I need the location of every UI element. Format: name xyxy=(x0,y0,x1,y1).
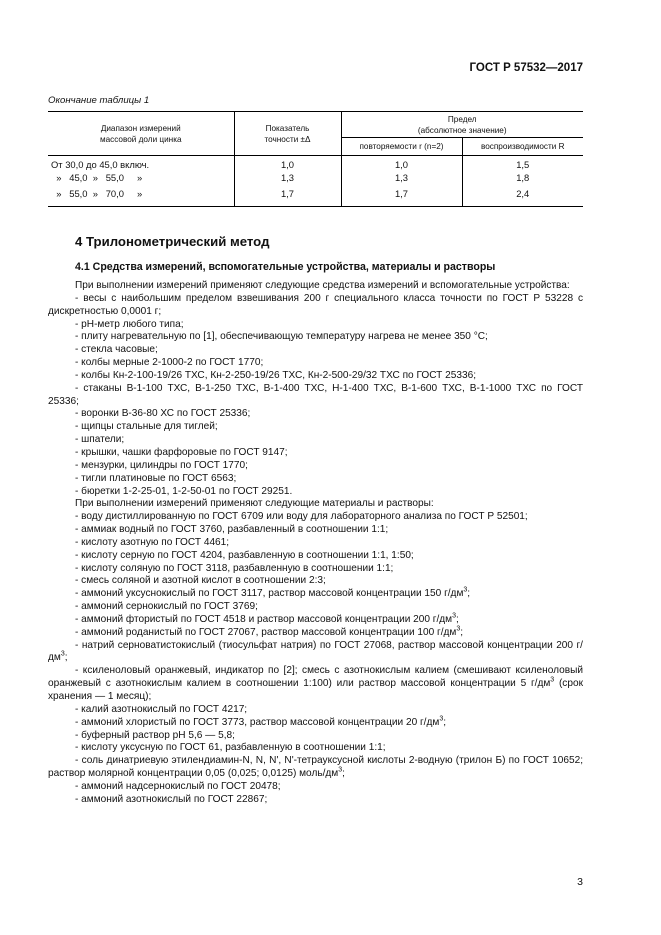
row-reproducibility: 2,4 xyxy=(462,184,583,206)
superscript: 3 xyxy=(338,766,343,774)
header-reproducibility-label: воспроизводимости R xyxy=(480,142,565,151)
header-range-cell xyxy=(48,112,234,156)
section-title: 4 Трилонометрический метод xyxy=(75,234,270,249)
list-item: - щипцы стальные для тиглей; xyxy=(75,421,218,433)
list-item xyxy=(48,665,583,704)
list-item xyxy=(48,588,583,601)
row-reproducibility: 1,8 xyxy=(462,172,583,185)
row-range: От 30,0 до 45,0 включ. xyxy=(51,159,150,170)
list-item-tail: ; xyxy=(460,626,464,638)
table-header-row-1 xyxy=(48,112,583,138)
header-accuracy-cell xyxy=(234,112,341,156)
row-accuracy: 1,3 xyxy=(234,172,341,185)
table-row xyxy=(48,156,583,172)
list-item: - весы с наибольшим пределом взвешивания 200 г специального класса точности по ГОСТ Р 53228 с дискретностью 0,0001 г; xyxy=(48,292,583,317)
materials-intro: При выполнении измерений применяют следующие материалы и растворы: xyxy=(75,498,434,510)
document-header-id: ГОСТ Р 57532—2017 xyxy=(469,62,583,74)
superscript: 3 xyxy=(452,612,457,620)
table-row xyxy=(48,172,583,185)
list-item: - смесь соляной и азотной кислот в соотношении 2:3; xyxy=(75,575,326,587)
list-item: - кислоту серную по ГОСТ 4204, разбавленную в соотношении 1:1, 1:50; xyxy=(75,549,414,561)
superscript: 3 xyxy=(456,625,461,633)
list-item-text: - аммоний хлористый по ГОСТ 3773, раствор массовой концентрации 20 г/дм xyxy=(75,716,440,728)
list-item-tail: ; xyxy=(64,652,68,664)
header-range-line2: массовой доли цинка xyxy=(99,134,182,144)
list-item-text: - аммоний роданистый по ГОСТ 27067, раствор массовой концентрации 100 г/дм xyxy=(75,626,457,638)
header-accuracy-line1: Показатель xyxy=(265,123,310,133)
list-item: - колбы мерные 2-1000-2 по ГОСТ 1770; xyxy=(75,357,264,369)
row-accuracy: 1,0 xyxy=(234,156,341,172)
page-number: 3 xyxy=(577,876,583,888)
row-repeatability: 1,0 xyxy=(341,156,462,172)
list-item-tail: ; xyxy=(443,716,447,728)
list-item-tail: ; xyxy=(467,588,471,600)
list-item xyxy=(48,640,583,666)
row-repeatability: 1,3 xyxy=(341,172,462,185)
list-item: - кислоту уксусную по ГОСТ 61, разбавленную в соотношении 1:1; xyxy=(75,742,386,754)
list-item: - аммоний сернокислый по ГОСТ 3769; xyxy=(75,601,258,613)
list-item: - кислоту соляную по ГОСТ 3118, разбавленную в соотношении 1:1; xyxy=(75,562,394,574)
header-limit-line1: Предел xyxy=(447,114,477,124)
row-accuracy: 1,7 xyxy=(234,184,341,206)
list-item: - pH-метр любого типа; xyxy=(75,318,184,330)
list-item xyxy=(48,614,583,627)
list-item-text: - аммоний уксуснокислый по ГОСТ 3117, раствор массовой концентрации 150 г/дм xyxy=(75,588,464,600)
header-repeatability-label: повторяемости r (n=2) xyxy=(359,142,444,151)
list-item: - шпатели; xyxy=(75,434,125,446)
list-item: - плиту нагревательную по [1], обеспечивающую температуру нагрева не менее 350 °С; xyxy=(75,331,488,343)
list-item xyxy=(48,627,583,640)
list-item: - калий азотнокислый по ГОСТ 4217; xyxy=(75,703,248,715)
list-item: - бюретки 1-2-25-01, 1-2-50-01 по ГОСТ 29251. xyxy=(75,485,293,497)
list-item: - воронки В-36-80 ХС по ГОСТ 25336; xyxy=(75,408,251,420)
row-range: » 45,0 » 55,0 » xyxy=(51,171,143,183)
header-range-line1: Диапазон измерений xyxy=(100,123,181,133)
list-item: - колбы Кн-2-100-19/26 ТХС, Кн-2-250-19/26 ТХС, Кн-2-500-29/32 ТХС по ГОСТ 25336; xyxy=(75,369,476,381)
row-reproducibility: 1,5 xyxy=(462,156,583,172)
list-item-text: - соль динатриевую этилендиамин-N, N, N', N'-тетрауксусной кислоты 2-водную (трилон Б) по ГОСТ 10652; раствор молярной концентрации 0,05 (0,025; 0,0125) моль/дм xyxy=(48,755,583,780)
list-item: - крышки, чашки фарфоровые по ГОСТ 9147; xyxy=(75,446,288,458)
list-item: - стекла часовые; xyxy=(75,344,158,356)
precision-table xyxy=(48,111,583,207)
list-item-text: - аммоний фтористый по ГОСТ 4518 и раствор массовой концентрации 200 г/дм xyxy=(75,613,453,625)
list-item: - воду дистиллированную по ГОСТ 6709 или воду для лабораторного анализа по ГОСТ Р 52501; xyxy=(75,511,528,523)
header-limit-line2: (абсолютное значение) xyxy=(417,125,507,135)
list-item-text: - ксиленоловый оранжевый, индикатор по [2]; смесь с азотнокислым калием (смешивают ксиленоловый оранжевый с азотнокислым калием в соотношении 1:100) или раствор массовой концентрации 5 г/дм xyxy=(48,665,583,690)
superscript: 3 xyxy=(463,586,468,594)
list-item-tail: (срок хранения — 1 месяц); xyxy=(48,678,583,702)
list-item xyxy=(48,717,583,730)
header-limit-cell xyxy=(341,112,583,138)
list-item: - тигли платиновые по ГОСТ 6563; xyxy=(75,472,237,484)
list-item: - мензурки, цилиндры по ГОСТ 1770; xyxy=(75,459,248,471)
row-repeatability: 1,7 xyxy=(341,184,462,206)
list-item-text: - натрий серноватистокислый (тиосульфат натрия) по ГОСТ 27068, раствор массовой концентрации 200 г/дм xyxy=(48,639,583,664)
list-item-tail: ; xyxy=(342,768,345,780)
list-item-tail: ; xyxy=(456,613,459,625)
subsection-title: 4.1 Средства измерений, вспомогательные устройства, материалы и растворы xyxy=(75,261,496,273)
superscript: 3 xyxy=(60,651,65,659)
instruments-intro: При выполнении измерений применяют следующие средства измерений и вспомогательные устройства: xyxy=(75,280,570,291)
list-item: - буферный раствор pH 5,6 — 5,8; xyxy=(75,729,235,741)
header-reproducibility xyxy=(462,138,583,156)
list-item: - стаканы В-1-100 ТХС, В-1-250 ТХС, В-1-400 ТХС, Н-1-400 ТХС, В-1-600 ТХС, В-1-1000 ТХС по ГОСТ 25336; xyxy=(48,382,583,407)
table-row xyxy=(48,184,583,206)
table-caption: Окончание таблицы 1 xyxy=(48,95,150,106)
header-accuracy-line2: точности ±Δ xyxy=(264,134,311,144)
list-item: - аммиак водный по ГОСТ 3760, разбавленный в соотношении 1:1; xyxy=(75,524,389,536)
section-body xyxy=(48,280,583,807)
superscript: 3 xyxy=(439,715,444,723)
header-repeatability xyxy=(341,138,462,156)
row-range: » 55,0 » 70,0 » xyxy=(51,188,143,200)
list-item xyxy=(48,755,583,781)
list-item: - аммоний надсернокислый по ГОСТ 20478; xyxy=(75,780,281,792)
list-item: - кислоту азотную по ГОСТ 4461; xyxy=(75,536,230,548)
list-item: - аммоний азотнокислый по ГОСТ 22867; xyxy=(75,793,268,805)
superscript: 3 xyxy=(550,676,555,684)
